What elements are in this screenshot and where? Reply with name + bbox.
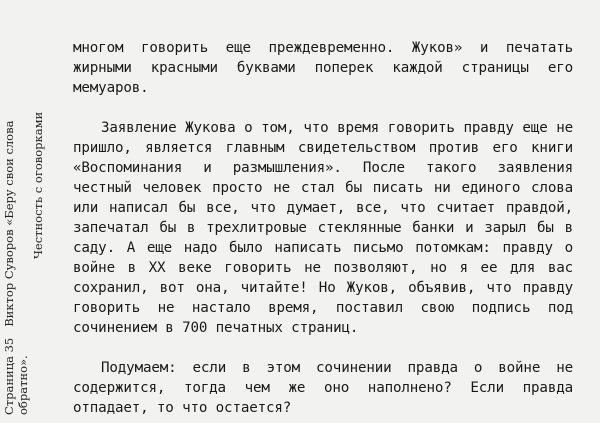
book-title: Виктор Суворов «Беру свои слова [2, 120, 16, 327]
page-number-label: Страница 35 [2, 337, 16, 415]
running-header-line-1 [3, 121, 16, 415]
side-margin-text [0, 0, 50, 423]
book-title-continuation: обратно». [16, 355, 30, 415]
running-header-line-2 [17, 355, 30, 415]
paragraph-1: многом говорить еще преждевременно. Жуков» и печатать жирными красными буквами поперек каждой страницы его мемуаров. [73, 40, 573, 96]
chapter-title: Честность с оговорками [31, 111, 45, 259]
paragraph-3: Подумаем: если в этом сочинении правда о войне не содержится, тогда чем же оно наполнено? Если правда отпадает, то что остается? [73, 360, 573, 416]
body-text [73, 38, 573, 418]
paragraph-2: Заявление Жукова о том, что время говорить правду еще не пришло, является главным свидетельством против его книги «Воспоминания и размышления». После такого заявления честный человек просто не стал бы писать ни единого слова или написал бы все, что думает, все, что считает правдой, запечатал бы в трехлитровые стеклянные банки и зарыл бы в саду. А еще надо было написать письмо потомкам: правду о войне в XX веке говорить не позволяют, но я ее для вас сохранил, вот она, читайте! Но Жуков, объявив, что правду говорить не настало время, поставил свою подпись под сочинением в 700 печатных страниц. [73, 120, 573, 336]
side-margin [0, 0, 50, 423]
